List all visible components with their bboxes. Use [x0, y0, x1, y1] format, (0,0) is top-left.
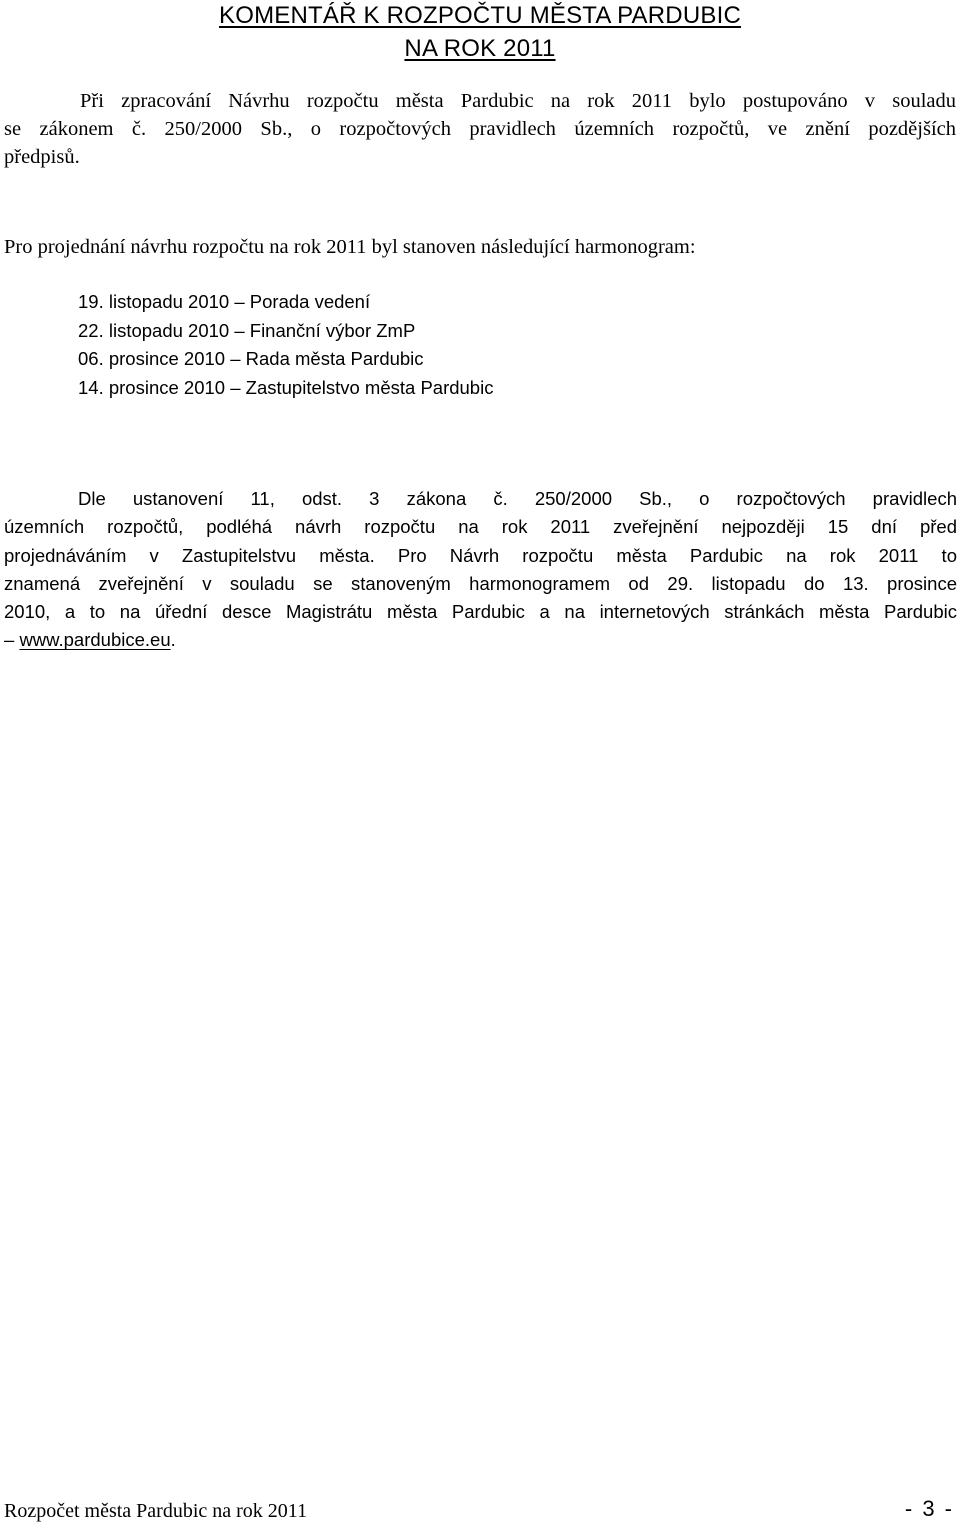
- schedule-heading: Pro projednání návrhu rozpočtu na rok 2011 byl stanoven následující harmonogram:: [4, 236, 696, 258]
- legal-line-3: projednáváním v Zastupitelstvu města. Pro Návrh rozpočtu města Pardubic na rok 2011 to: [4, 544, 957, 566]
- legal-line-1: Dle ustanovení 11, odst. 3 zákona č. 250/2000 Sb., o rozpočtových pravidlech: [78, 488, 957, 509]
- document-title-line-2: NA ROK 2011: [404, 35, 556, 62]
- intro-line-1: Při zpracování Návrhu rozpočtu města Pardubic na rok 2011 bylo postupováno v souladu: [80, 90, 956, 112]
- legal-line-6: [4, 626, 957, 654]
- legal-paragraph: [4, 485, 957, 655]
- legal-line-4: znamená zveřejnění v souladu se stanoveným harmonogramem od 29. listopadu do 13. prosince: [4, 572, 957, 594]
- legal-period: .: [170, 629, 176, 651]
- schedule-item: 06. prosince 2010 – Rada města Pardubic: [78, 348, 424, 369]
- footer-page-number: - 3 -: [904, 1496, 954, 1521]
- document-title-line-1: KOMENTÁŘ K ROZPOČTU MĚSTA PARDUBIC: [219, 2, 741, 29]
- intro-line-3: předpisů.: [4, 146, 80, 168]
- intro-line-2: se zákonem č. 250/2000 Sb., o rozpočtových pravidlech územních rozpočtů, ve znění pozdějších: [4, 118, 956, 140]
- footer-document-name: Rozpočet města Pardubic na rok 2011: [4, 1500, 308, 1522]
- schedule-item: 22. listopadu 2010 – Finanční výbor ZmP: [78, 319, 416, 341]
- schedule-item: 19. listopadu 2010 – Porada vedení: [78, 291, 371, 312]
- intro-paragraph: [4, 87, 956, 171]
- legal-line-2: územních rozpočtů, podléhá návrh rozpočtu na rok 2011 zveřejnění nejpozději 15 dní před: [4, 516, 957, 538]
- legal-line-5: 2010, a to na úřední desce Magistrátu města Pardubic a na internetových stránkách města Pardubic: [4, 601, 957, 623]
- schedule-item: 14. prosince 2010 – Zastupitelstvo města Pardubic: [78, 376, 494, 398]
- website-link[interactable]: www.pardubice.eu: [19, 629, 171, 651]
- schedule-list: [78, 288, 493, 402]
- legal-dash: –: [4, 629, 20, 651]
